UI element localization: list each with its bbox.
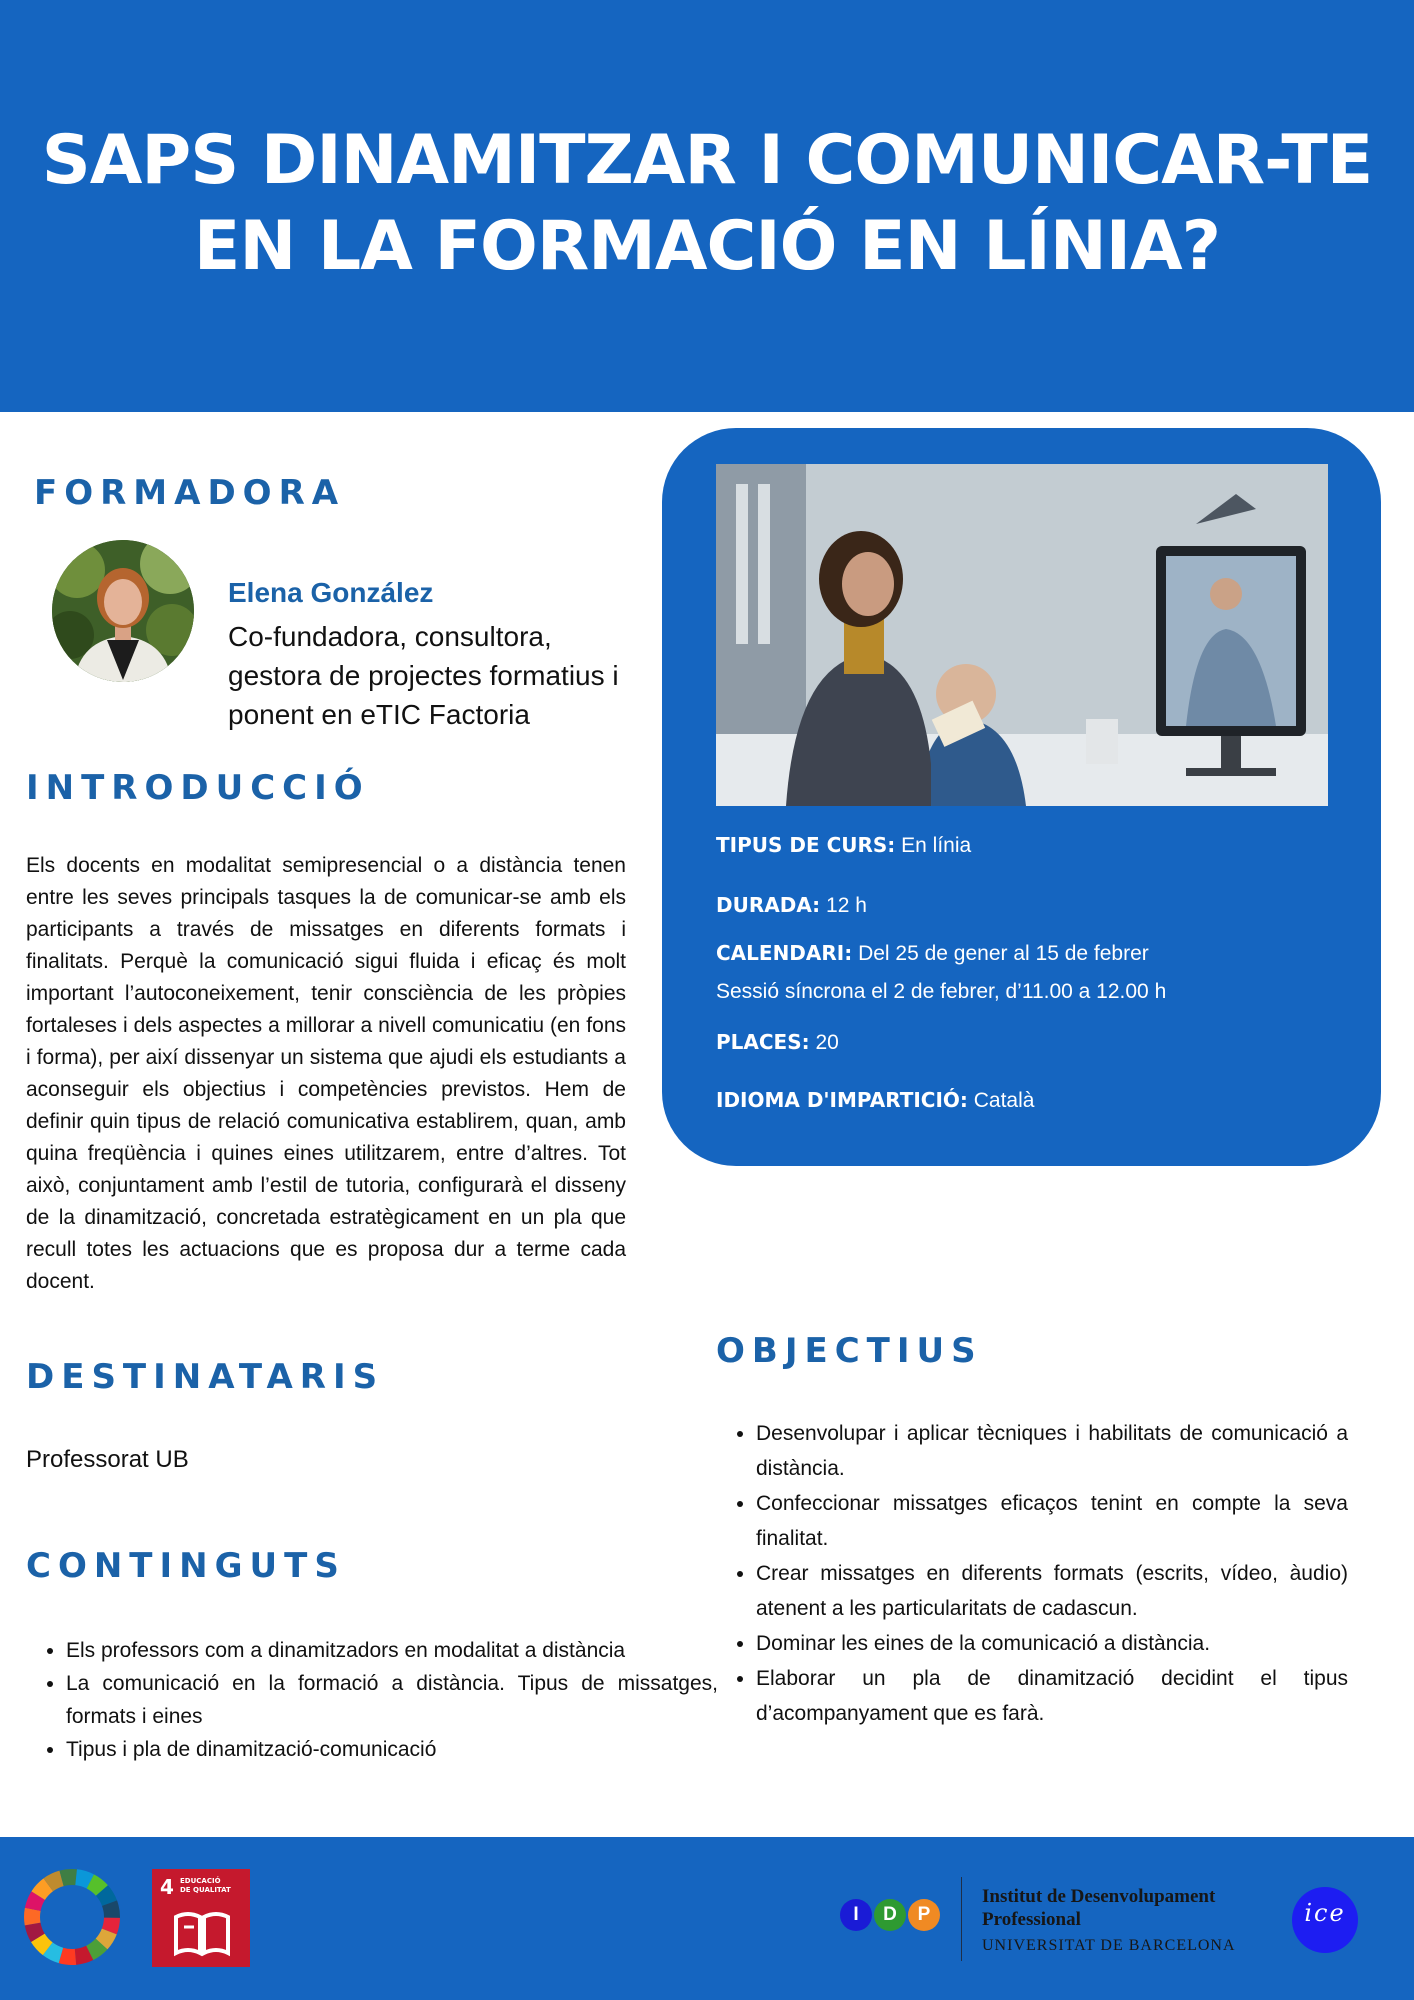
info-tipus [716, 833, 971, 858]
video-call-photo-icon [716, 464, 1328, 806]
trainer-portrait-icon [52, 540, 194, 682]
objectius-item: • Desenvolupar i aplicar tècniques i habilitats de comunicació a distància. [756, 1416, 1348, 1486]
info-calendari [716, 941, 1149, 966]
info-durada-label: DURADA: [716, 893, 821, 917]
sdg4-number: 4 [160, 1875, 174, 1899]
header-banner [0, 0, 1414, 412]
introduccio-text: Els docents en modalitat semipresencial o a distància tenen entre les seves principals tasques la de comunicar-se amb els participants a través de missatges en diferents formats i finalitats. Perquè la comunicació sigui fluida i eficaç és molt important l’autoconeixement, tenir consciència de les pròpies fortaleses i dels aspectes a millorar a nivell comunicatiu (en fons i forma), per així dissenyar un sistema que ajudi els estudiants a aconseguir els objectius i competències previstos. Hem de definir quin tipus de relació comunicativa establirem, quan, amb quina freqüència i quines eines utilitzarem, entre d’altres. Tot això, conjuntament amb l’estil de tutoria, configurarà el disseny de la dinamització, concretada estratègicament en un pla que recull totes les actuacions que es proposa dur a terme cada docent. [26, 854, 626, 1293]
continguts-heading: CONTINGUTS [26, 1546, 346, 1586]
sdg4-label [180, 1877, 231, 1895]
page-title-line-1: SAPS DINAMITZAR I COMUNICAR-TE [41, 121, 1373, 200]
continguts-item: • Tipus i pla de dinamització-comunicació [66, 1733, 718, 1766]
trainer-avatar [52, 540, 194, 682]
introduccio-heading: INTRODUCCIÓ [26, 768, 370, 808]
continguts-item: • Els professors com a dinamitzadors en modalitat a distància [66, 1634, 718, 1667]
sdg-wheel-icon [22, 1867, 122, 1967]
idp-logo-i: I [840, 1899, 872, 1931]
trainer-name: Elena González [228, 577, 434, 608]
info-tipus-value: En línia [901, 834, 972, 857]
sdg4-badge [152, 1869, 250, 1967]
idp-logo-d: D [874, 1899, 906, 1931]
idp-logo-p: P [908, 1899, 940, 1931]
continguts-item: • La comunicació en la formació a distància. Tipus de missatges, formats i eines [66, 1667, 718, 1733]
ice-logo [1292, 1887, 1358, 1953]
info-durada-value: 12 h [826, 894, 867, 917]
idp-line3: UNIVERSITAT DE BARCELONA [982, 1937, 1236, 1954]
sdg4-label-line1: EDUCACIÓ [180, 1877, 221, 1885]
info-places-label: PLACES: [716, 1030, 810, 1054]
info-idioma-value: Català [973, 1089, 1035, 1112]
page-title [40, 118, 1374, 290]
info-places-value: 20 [815, 1031, 839, 1054]
footer [0, 1837, 1414, 2000]
info-tipus-label: TIPUS DE CURS: [716, 833, 896, 857]
sdg4-label-line2: DE QUALITAT [180, 1886, 231, 1894]
page-title-line-2: EN LA FORMACIÓ EN LÍNIA? [193, 207, 1221, 286]
objectius-item: • Crear missatges en diferents formats (escrits, vídeo, àudio) atenent a les particularitats de cadascun. [756, 1556, 1348, 1626]
course-photo [716, 464, 1328, 806]
course-info-card [662, 428, 1381, 1166]
info-durada [716, 893, 867, 918]
idp-line1: Institut de Desenvolupament [982, 1886, 1216, 1907]
info-sessio: Sessió síncrona el 2 de febrer, d’11.00 a 12.00 h [716, 980, 1167, 1003]
info-idioma-label: IDIOMA D'IMPARTICIÓ: [716, 1088, 968, 1112]
idp-line2: Professional [982, 1909, 1081, 1930]
info-places [716, 1030, 839, 1055]
formadora-heading: FORMADORA [34, 473, 346, 513]
idp-institution [982, 1885, 1236, 1957]
footer-divider [961, 1877, 962, 1961]
continguts-list [26, 1634, 718, 1766]
destinataris-text: Professorat UB [26, 1446, 189, 1473]
info-calendari-value: Del 25 de gener al 15 de febrer [858, 942, 1149, 965]
info-idioma [716, 1088, 1034, 1113]
objectius-item: • Confeccionar missatges eficaços tenint en compte la seva finalitat. [756, 1486, 1348, 1556]
trainer-role: Co-fundadora, consultora, gestora de projectes formatius i ponent en eTIC Factoria [228, 621, 619, 730]
info-calendari-label: CALENDARI: [716, 941, 853, 965]
objectius-item: • Dominar les eines de la comunicació a distància. [756, 1626, 1348, 1661]
objectius-heading: OBJECTIUS [716, 1331, 983, 1371]
objectius-list [716, 1416, 1348, 1731]
open-book-icon [174, 1909, 232, 1957]
objectius-item: • Elaborar un pla de dinamització decidint el tipus d’acompanyament que es farà. [756, 1661, 1348, 1731]
destinataris-heading: DESTINATARIS [26, 1357, 385, 1397]
ice-logo-label: ice [1304, 1899, 1346, 1927]
